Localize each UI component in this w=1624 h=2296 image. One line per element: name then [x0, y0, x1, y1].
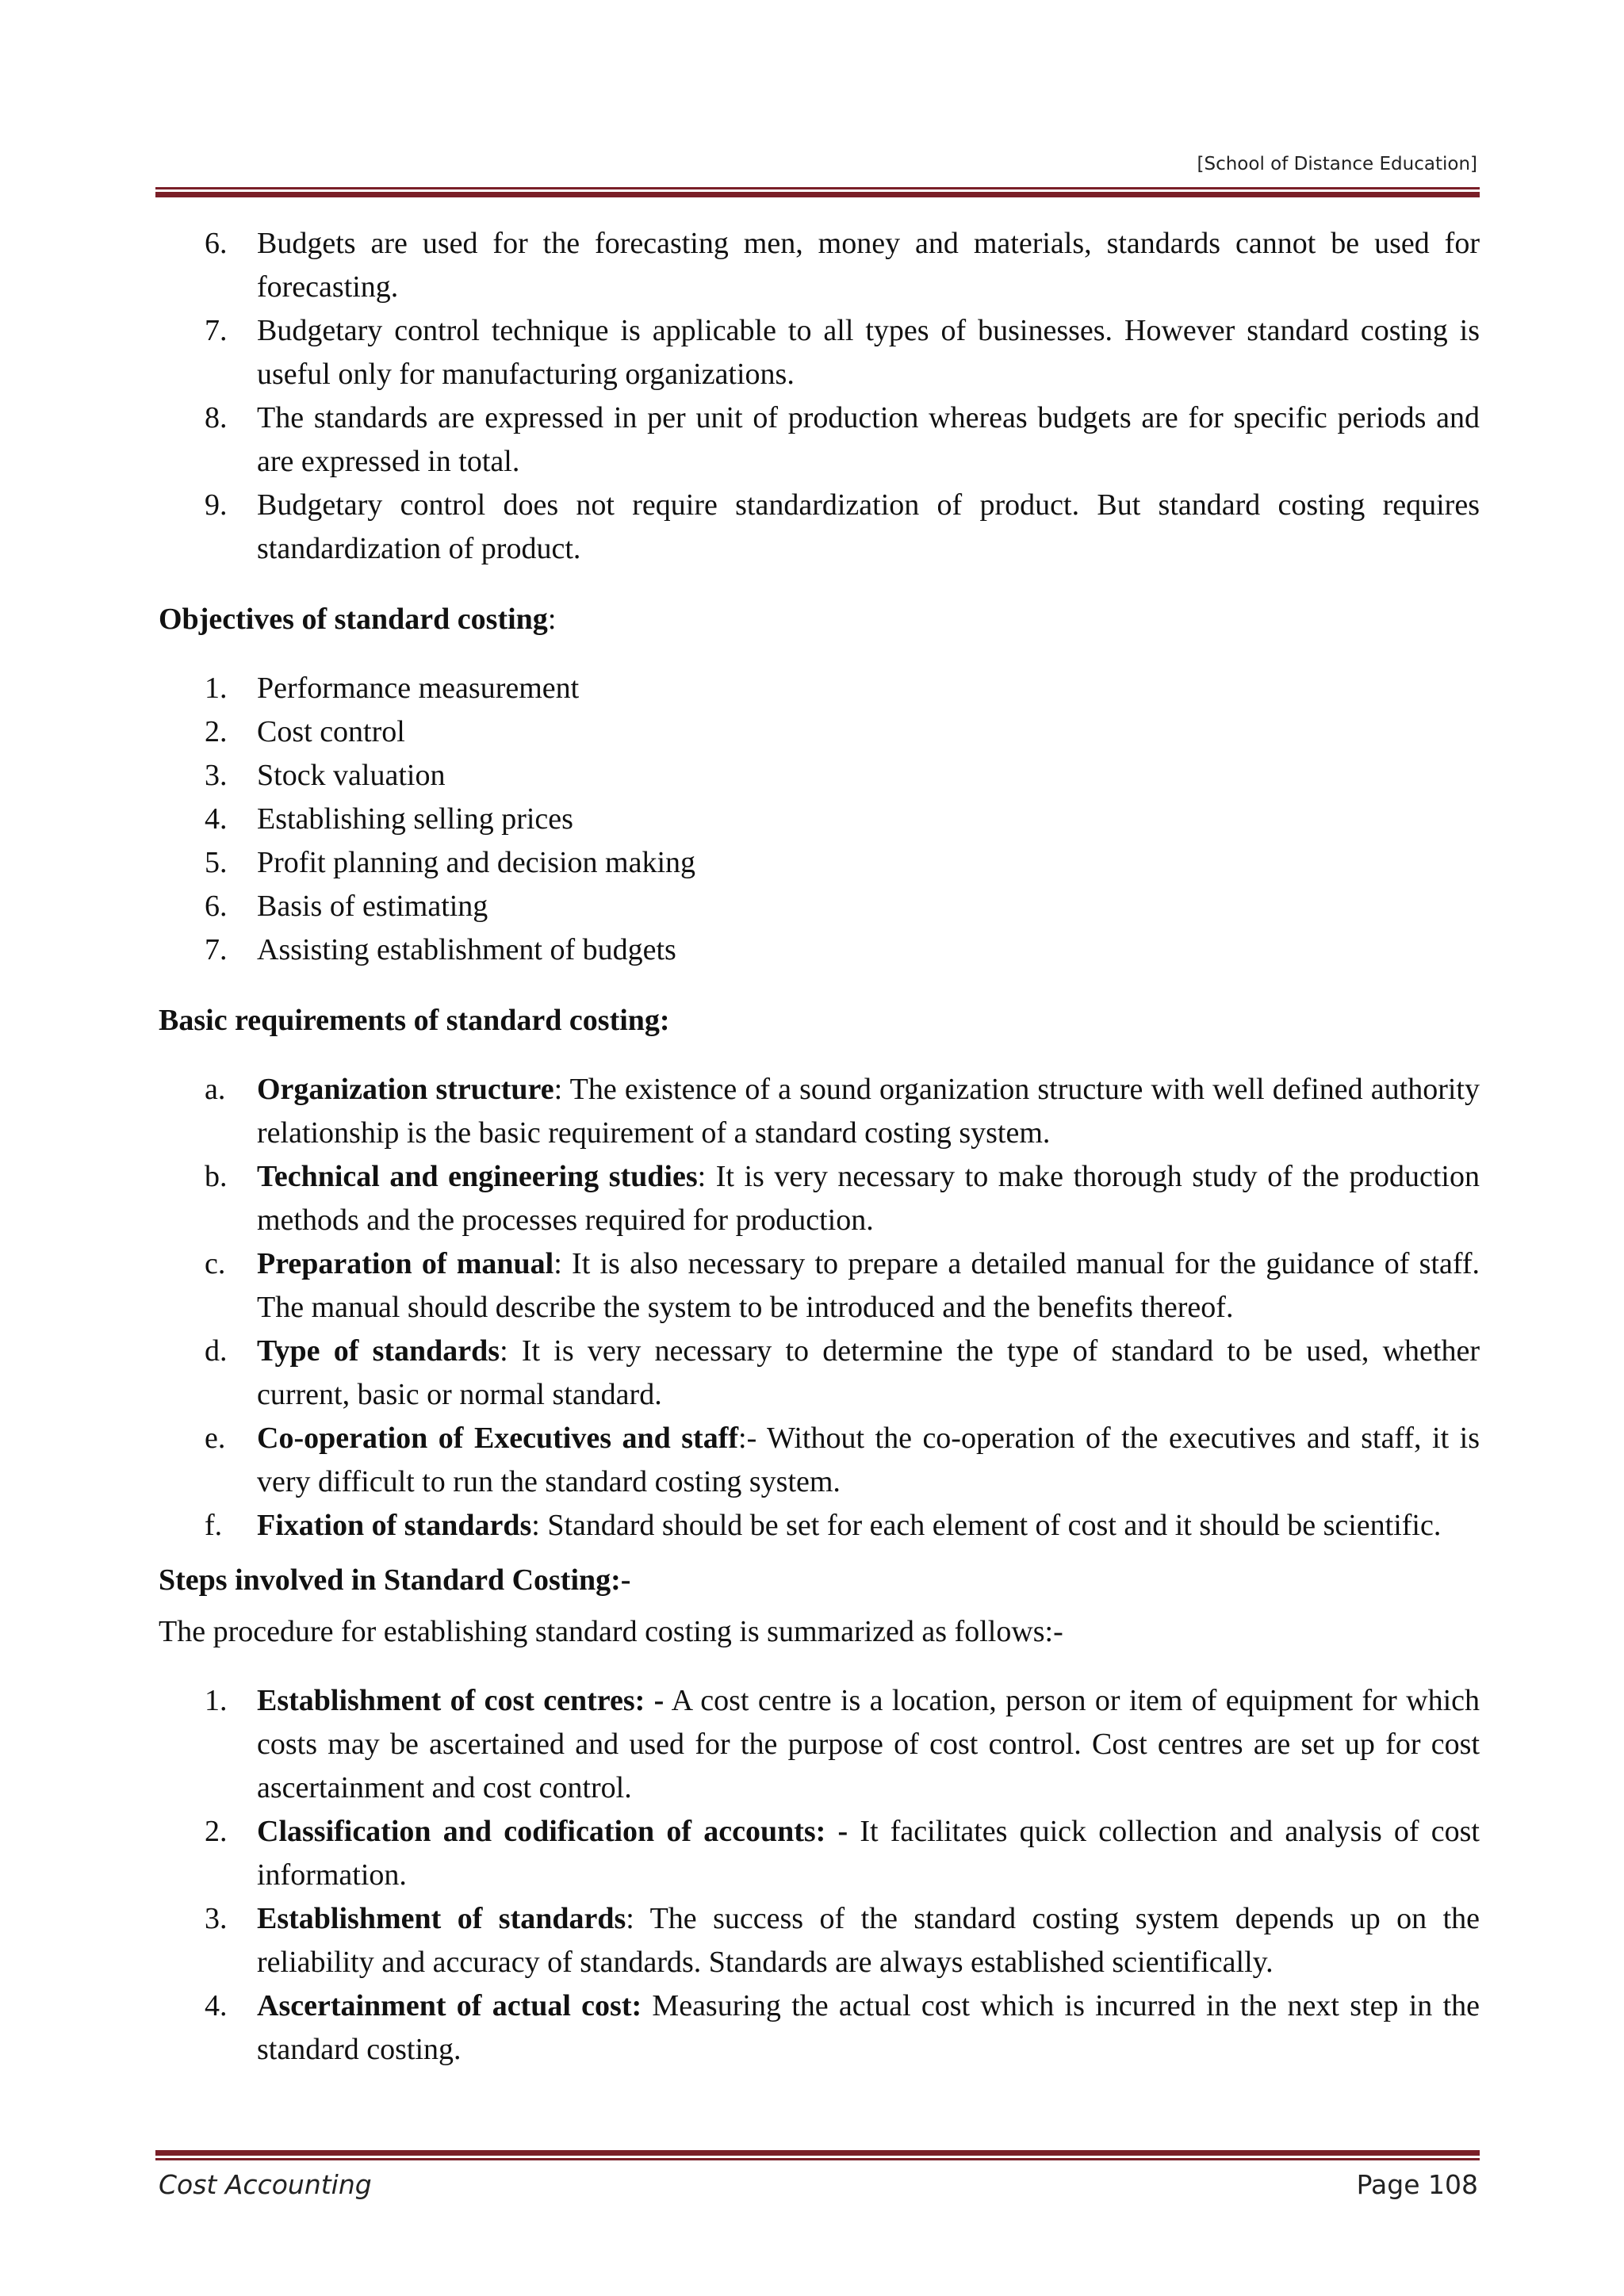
list-item: d. Type of standards: It is very necessary to determine the type of standard to be used, whether current, basic or normal standard.: [205, 1334, 1480, 1411]
requirements-heading: Basic requirements of standard costing:: [159, 1004, 670, 1037]
list-item: f. Fixation of standards: Standard should be set for each element of cost and it should be scientific.: [205, 1509, 1442, 1542]
list-item: 6. Basis of estimating: [205, 890, 488, 923]
steps-list: [159, 1679, 1480, 2072]
footer-title: Cost Accounting: [159, 2169, 372, 2200]
footer-rule: [155, 2150, 1480, 2160]
list-item: 7. Budgetary control technique is applicable to all types of businesses. However standard costing is useful only for manufacturing organizations.: [205, 314, 1480, 391]
requirements-list: [159, 1068, 1480, 1548]
list-item: c. Preparation of manual: It is also necessary to prepare a detailed manual for the guidance of staff. The manual should describe the system to be introduced and the benefits thereof.: [205, 1247, 1480, 1324]
list-item: 5. Profit planning and decision making: [205, 846, 696, 879]
page-number: Page 108: [1356, 2169, 1478, 2200]
list-item: 9. Budgetary control does not require standardization of product. But standard costing requires standardization of product.: [205, 488, 1480, 565]
list-item: 6. Budgets are used for the forecasting men, money and materials, standards cannot be used for forecasting.: [205, 227, 1480, 304]
list-item: 2. Classification and codification of accounts: - It facilitates quick collection and analysis of cost information.: [205, 1815, 1480, 1892]
list-item: a. Organization structure: The existence of a sound organization structure with well defined authority relationship is the basic requirement of a standard costing system.: [205, 1073, 1480, 1150]
list-item: 7. Assisting establishment of budgets: [205, 933, 676, 966]
list-item: 2. Cost control: [205, 715, 405, 748]
list-item: 1. Performance measurement: [205, 672, 580, 705]
list-item: 1. Establishment of cost centres: - A cost centre is a location, person or item of equipment for which costs may be ascertained and used for the purpose of cost control. Cost centres are set up for cost ascertainment and cost control.: [205, 1684, 1480, 1804]
header-rule: [155, 187, 1480, 197]
objectives-list: [159, 667, 1480, 972]
steps-intro: The procedure for establishing standard costing is summarized as follows:-: [159, 1615, 1063, 1648]
objectives-heading: Objectives of standard costing:: [159, 603, 557, 636]
list-item: 8. The standards are expressed in per unit of production whereas budgets are for specific periods and are expressed in total.: [205, 401, 1480, 478]
list-item: 4. Establishing selling prices: [205, 802, 573, 836]
page-header: [School of Distance Education]: [1197, 154, 1477, 174]
intro-list: [159, 222, 1480, 571]
list-item: b. Technical and engineering studies: It is very necessary to make thorough study of the production methods and the processes required for production.: [205, 1160, 1480, 1237]
list-item: 3. Establishment of standards: The success of the standard costing system depends up on the reliability and accuracy of standards. Standards are always established scientifically.: [205, 1902, 1480, 1979]
list-item: 3. Stock valuation: [205, 759, 446, 792]
page-content: [159, 222, 1480, 2072]
list-item: 4. Ascertainment of actual cost: Measuring the actual cost which is incurred in the next step in the standard costing.: [205, 1989, 1480, 2066]
list-item: e. Co-operation of Executives and staff:- Without the co-operation of the executives and staff, it is very difficult to run the standard costing system.: [205, 1422, 1480, 1498]
steps-heading: Steps involved in Standard Costing:-: [159, 1563, 631, 1597]
